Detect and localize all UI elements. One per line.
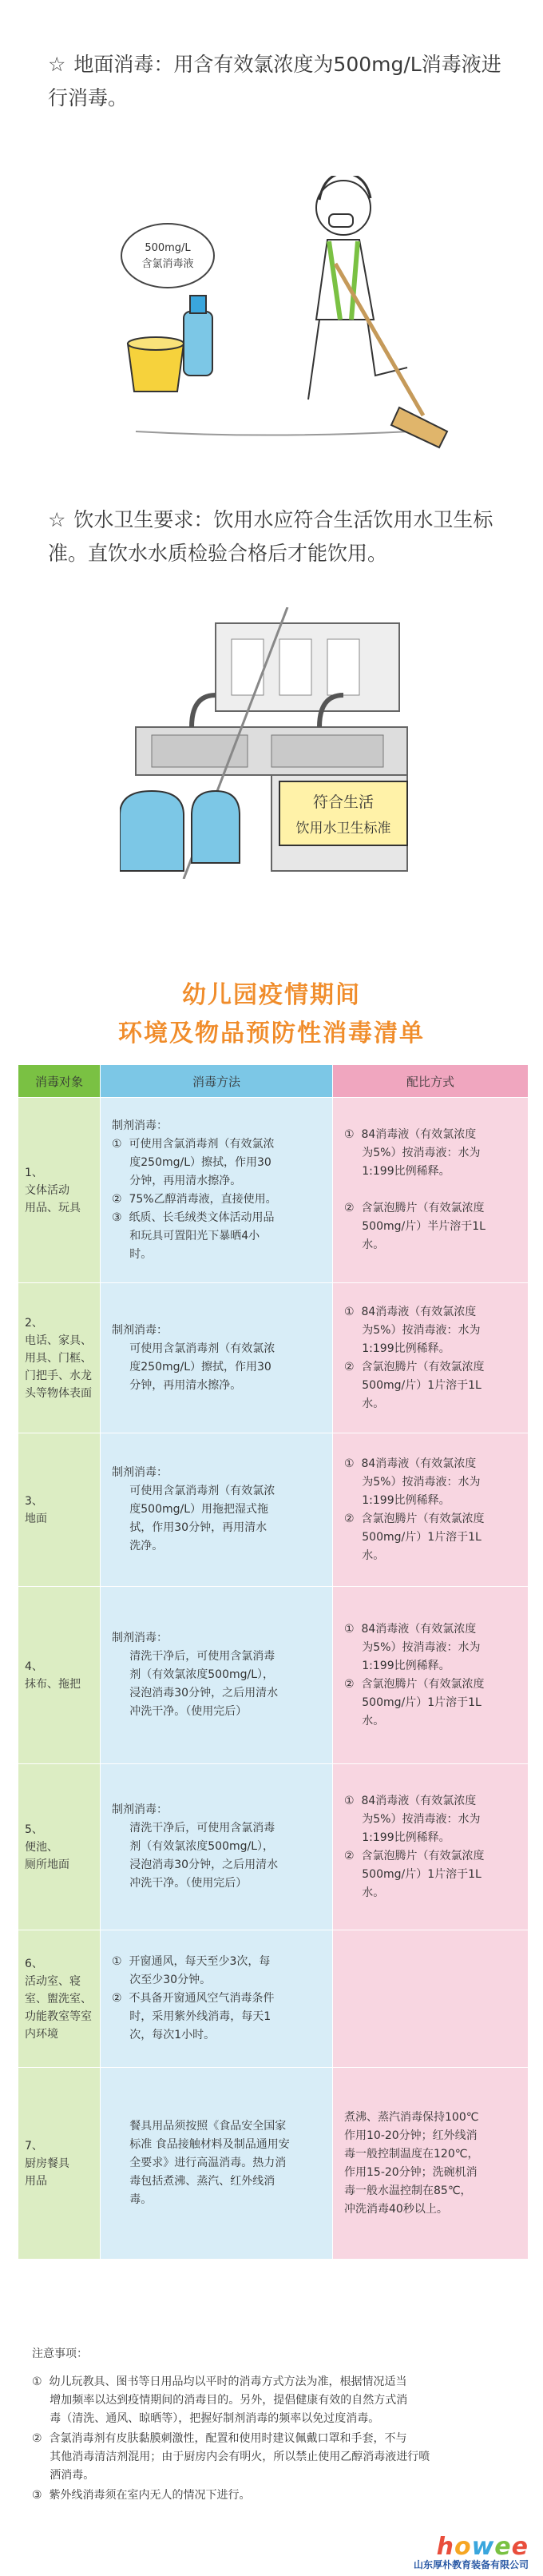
- mopping-illustration: [120, 176, 455, 463]
- note-item: ① 幼儿玩教具、图书等日用品均以平时的消毒方式方法为准，根据情况适当 增加频率以达到疫情期间的消毒目的。另外，提倡健康有效的自然方式消 毒（清洗、通风、晾晒等），把握好制剂消毒的频率以免过度消毒。: [32, 2375, 408, 2425]
- note-item: ③ 紫外线消毒须在室内无人的情况下进行。: [32, 2489, 251, 2502]
- row-object: 6、 活动室、寝 室、盥洗室、 功能教室等室 内环境: [25, 1957, 92, 2041]
- row-ratio: ① 84消毒液（有效氯浓度 为5%）按消毒液：水为 1:199比例稀释。 ② 含氯泡腾片（有效氯浓度 500mg/片）半片溶于1L 水。: [344, 1128, 486, 1251]
- notes-section: [32, 2345, 511, 2506]
- row-method: ① 开窗通风，每天至少3次，每 次至少30分钟。 ② 不具备开窗通风空气消毒条件 时，采用紫外线消毒，每天1 次，每次1小时。: [112, 1955, 275, 2041]
- notes-title: 注意事项：: [32, 2347, 88, 2360]
- row-ratio: ① 84消毒液（有效氯浓度 为5%）按消毒液：水为 1:199比例稀释。 ② 含氯泡腾片（有效氯浓度 500mg/片）1片溶于1L 水。: [344, 1457, 485, 1562]
- header-method: 消毒方法: [101, 1065, 333, 1098]
- row-object: 2、 电话、家具、 用具、门框、 门把手、水龙 头等物体表面: [25, 1316, 92, 1400]
- row-ratio: ① 84消毒液（有效氯浓度 为5%）按消毒液：水为 1:199比例稀释。 ② 含氯泡腾片（有效氯浓度 500mg/片）1片溶于1L 水。: [344, 1305, 485, 1410]
- water-dispenser-illustration: [120, 607, 423, 879]
- row-object: 5、 便池、 厕所地面: [25, 1823, 69, 1871]
- svg-text:含氯消毒液: 含氯消毒液: [141, 258, 194, 270]
- star-icon: ☆: [48, 508, 66, 531]
- row-ratio: 煮沸、蒸汽消毒保持100℃ 作用10-20分钟；红外线消 毒一般控制温度在120℃， 作用15-20分钟；洗碗机消 毒一般水温控制在85℃， 冲洗消毒40秒以上。: [344, 2110, 479, 2216]
- header-object: 消毒对象: [18, 1065, 101, 1098]
- tip-text: 饮水卫生要求：饮用水应符合生活饮用水卫生标准。直饮水水质检验合格后才能饮用。: [48, 508, 493, 565]
- table-row: [18, 1283, 529, 1433]
- header-ratio: 配比方式: [333, 1065, 529, 1098]
- svg-text:饮用水卫生标准: 饮用水卫生标准: [295, 821, 391, 837]
- row-ratio: ① 84消毒液（有效氯浓度 为5%）按消毒液：水为 1:199比例稀释。 ② 含氯泡腾片（有效氯浓度 500mg/片）1片溶于1L 水。: [344, 1794, 485, 1899]
- logo-company-name: 山东厚朴教育装备有限公司: [413, 2559, 529, 2570]
- title-line-1: 幼儿园疫情期间: [182, 981, 361, 1009]
- note-item: ② 含氯消毒剂有皮肤黏膜刺激性，配置和使用时建议佩戴口罩和手套，不与 其他消毒清洁剂混用；由于厨房内会有明火，所以禁止使用乙醇消毒液进行喷 洒消毒。: [32, 2432, 430, 2482]
- svg-text:符合生活: 符合生活: [312, 793, 375, 811]
- row-method: 制剂消毒： 可使用含氯消毒剂（有效氯浓 度250mg/L）擦拭，作用30 分钟，再用清水擦净。: [112, 1323, 275, 1392]
- row-method: 制剂消毒： 清洗干净后，可使用含氯消毒 剂（有效氯浓度500mg/L）， 浸泡消毒30分钟，之后用清水 冲洗干净。（使用完后）: [112, 1803, 279, 1890]
- row-ratio: ① 84消毒液（有效氯浓度 为5%）按消毒液：水为 1:199比例稀释。 ② 含氯泡腾片（有效氯浓度 500mg/片）1片溶于1L 水。: [344, 1622, 485, 1727]
- star-icon: ☆: [48, 53, 66, 76]
- table-row: [18, 1098, 529, 1283]
- tip-drinking-water: [48, 503, 519, 570]
- disinfection-table: [18, 1064, 529, 2260]
- logo-mark: howee: [436, 2533, 529, 2561]
- row-method: 制剂消毒： 可使用含氯消毒剂（有效氯浓 度500mg/L）用拖把湿式拖 拭，作用30分钟，再用清水 洗净。: [112, 1466, 275, 1552]
- row-method: 制剂消毒： ① 可使用含氯消毒剂（有效氯浓 度250mg/L）擦拭，作用30 分钟，再用清水擦净。 ② 75%乙醇消毒液，直接使用。 ③ 纸质、长毛绒类文体活动用品 和玩具可置阳光下暴晒4小 时。: [112, 1119, 277, 1261]
- svg-text:500mg/L: 500mg/L: [145, 242, 191, 254]
- table-row: [18, 1587, 529, 1764]
- table-row: [18, 1433, 529, 1587]
- row-object: 4、 抹布、拖把: [25, 1660, 81, 1691]
- table-header-row: [18, 1065, 529, 1098]
- row-object: 3、 地面: [25, 1494, 47, 1525]
- table-row: [18, 2068, 529, 2260]
- tip-text: 地面消毒：用含有效氯浓度为500mg/L消毒液进行消毒。: [48, 53, 501, 109]
- table-row: [18, 1930, 529, 2068]
- row-method: 制剂消毒： 清洗干净后，可使用含氯消毒 剂（有效氯浓度500mg/L）， 浸泡消毒30分钟，之后用清水 冲洗干净。（使用完后）: [112, 1632, 279, 1718]
- tip-floor-disinfection: [48, 48, 519, 115]
- table-row: [18, 1764, 529, 1930]
- title-line-2: 环境及物品预防性消毒清单: [118, 1020, 425, 1047]
- company-logo: [414, 2533, 529, 2571]
- row-object: 1、 文体活动 用品、玩具: [25, 1166, 81, 1214]
- row-object: 7、 厨房餐具 用品: [25, 2139, 69, 2188]
- row-method: 餐具用品须按照《食品安全国家 标准 食品接触材料及制品通用安 全要求》进行高温消毒。热力消 毒包括煮沸、蒸汽、红外线消 毒。: [129, 2120, 290, 2206]
